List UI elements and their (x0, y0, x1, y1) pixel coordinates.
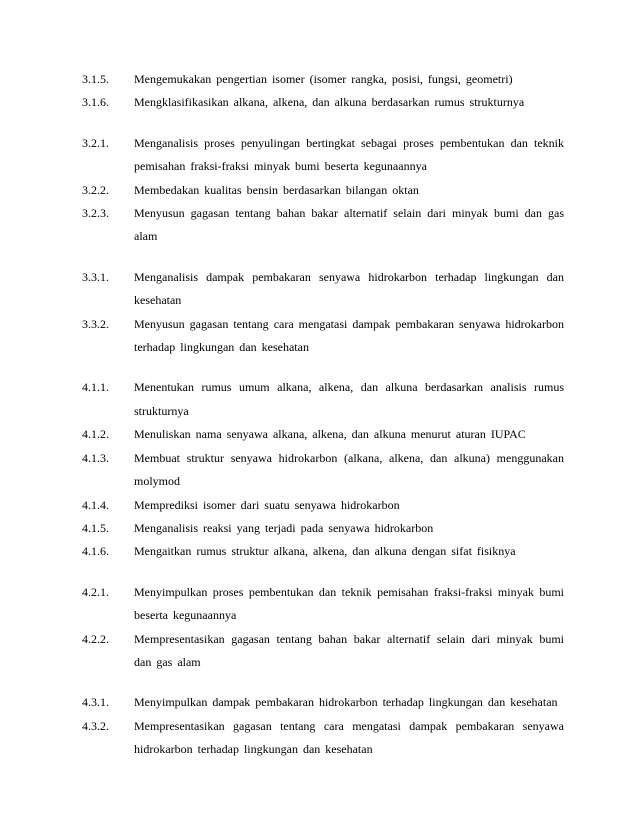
item-number: 4.1.4. (82, 497, 109, 512)
item-text: Membuat struktur senyawa hidrokarbon (alkana, alkena, dan alkuna) menggunakan molymod (134, 450, 564, 489)
list-item (82, 494, 564, 517)
item-number: 4.1.3. (82, 450, 109, 465)
item-number: 4.2.1. (82, 584, 109, 599)
indicator-group (82, 68, 564, 115)
indicator-group (82, 376, 564, 563)
list-item (82, 423, 564, 446)
indicator-group (82, 581, 564, 675)
item-text: Menuliskan nama senyawa alkana, alkena, dan alkuna menurut aturan IUPAC (134, 427, 526, 442)
list-item (82, 202, 564, 249)
list-item (82, 313, 564, 360)
item-text: Mempresentasikan gagasan tentang bahan bakar alternatif selain dari minyak bumi dan gas alam (134, 631, 564, 669)
item-text: Menganalisis proses penyulingan bertingkat sebagai proses pembentukan dan teknik pemisahan fraksi-fraksi minyak bumi beserta kegunaannya (134, 135, 564, 174)
indicator-group (82, 691, 564, 761)
list-item (82, 628, 564, 675)
item-text: Menyusun gagasan tentang cara mengatasi dampak pembakaran senyawa hidrokarbon terhadap lingkungan dan kesehatan (134, 316, 564, 355)
indicator-list (82, 68, 564, 762)
item-number: 4.1.6. (82, 544, 109, 559)
indicator-group (82, 266, 564, 360)
item-number: 4.1.2. (82, 427, 109, 442)
item-text: Menganalisis reaksi yang terjadi pada senyawa hidrokarbon (134, 520, 434, 535)
item-text: Mengemukakan pengertian isomer (isomer rangka, posisi, fungsi, geometri) (134, 72, 513, 86)
item-number: 4.2.2. (82, 631, 109, 646)
list-item (82, 91, 564, 114)
item-number: 4.3.2. (82, 718, 109, 733)
list-item (82, 132, 564, 179)
item-number: 4.3.1. (82, 695, 109, 710)
item-number: 4.1.5. (82, 520, 109, 535)
item-text: Mengaitkan rumus struktur alkana, alkena, dan alkuna dengan sifat fisiknya (134, 544, 516, 559)
list-item (82, 715, 564, 762)
item-text: Memprediksi isomer dari suatu senyawa hidrokarbon (134, 497, 400, 512)
item-number: 3.2.3. (82, 206, 109, 221)
item-number: 4.1.1. (82, 380, 109, 395)
item-number: 3.3.2. (82, 316, 109, 331)
list-item (82, 447, 564, 494)
list-item (82, 68, 564, 91)
item-text: Menyimpulkan proses pembentukan dan teknik pemisahan fraksi-fraksi minyak bumi beserta kegunaannya (134, 584, 564, 623)
item-number: 3.2.1. (82, 135, 109, 150)
item-text: Menganalisis dampak pembakaran senyawa hidrokarbon terhadap lingkungan dan kesehatan (134, 269, 564, 308)
list-item (82, 376, 564, 423)
indicator-group (82, 132, 564, 249)
item-number: 3.1.6. (82, 95, 109, 110)
list-item (82, 691, 564, 714)
item-number: 3.1.5. (82, 72, 109, 86)
list-item (82, 517, 564, 540)
item-text: Menentukan rumus umum alkana, alkena, dan alkuna berdasarkan analisis rumus strukturnya (134, 380, 564, 418)
item-text: Mengklasifikasikan alkana, alkena, dan alkuna berdasarkan rumus strukturnya (134, 95, 525, 110)
item-text: Menyusun gagasan tentang bahan bakar alternatif selain dari minyak bumi dan gas alam (134, 206, 564, 244)
item-text: Mempresentasikan gagasan tentang cara mengatasi dampak pembakaran senyawa hidrokarbon terhadap lingkungan dan kesehatan (134, 718, 564, 757)
list-item (82, 581, 564, 628)
item-text: Menyimpulkan dampak pembakaran hidrokarbon terhadap lingkungan dan kesehatan (134, 695, 558, 710)
item-number: 3.2.2. (82, 182, 109, 197)
list-item (82, 266, 564, 313)
item-number: 3.3.1. (82, 269, 109, 284)
list-item (82, 540, 564, 563)
list-item (82, 179, 564, 202)
item-text: Membedakan kualitas bensin berdasarkan bilangan oktan (134, 182, 419, 197)
